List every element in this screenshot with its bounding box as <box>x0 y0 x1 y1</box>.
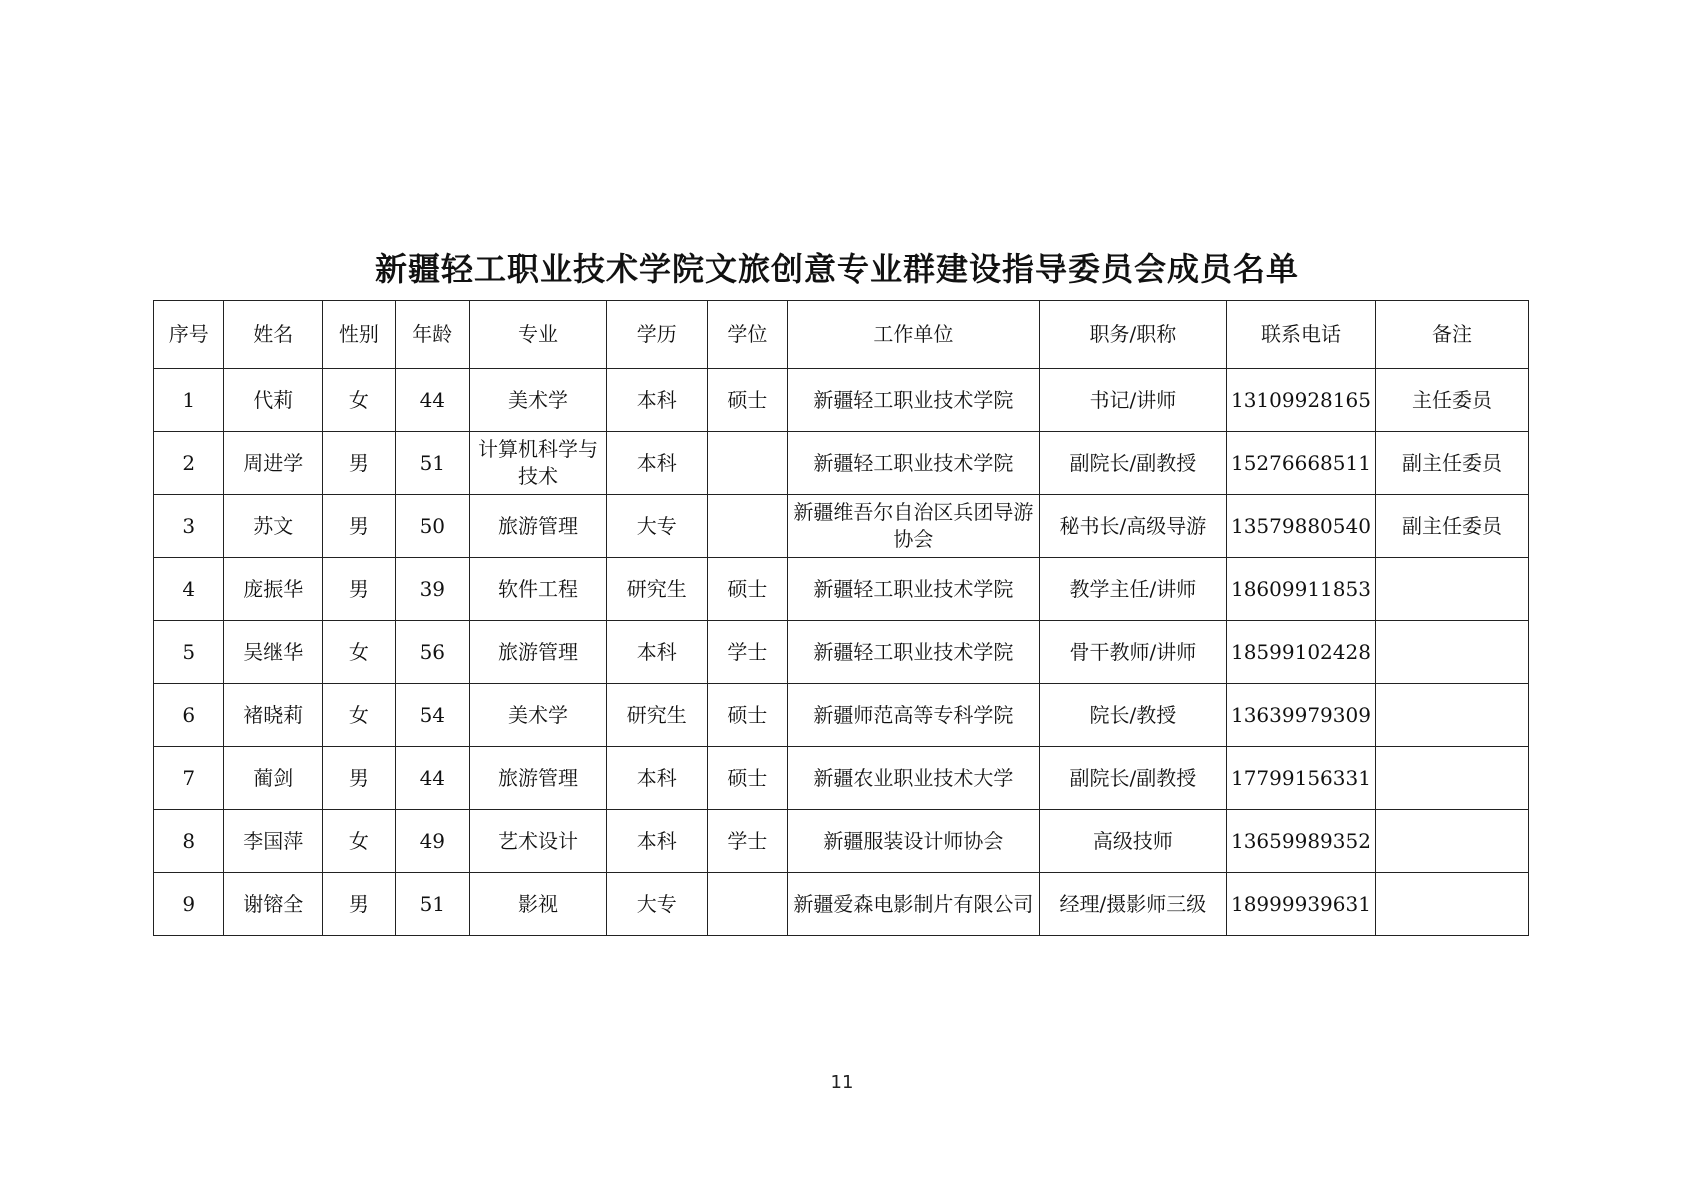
table-cell: 男 <box>323 873 395 936</box>
table-cell: 44 <box>395 747 469 810</box>
table-row <box>154 558 1529 621</box>
table-cell: 庞振华 <box>224 558 323 621</box>
table-cell: 主任委员 <box>1375 369 1528 432</box>
table-cell: 56 <box>395 621 469 684</box>
table-cell: 研究生 <box>606 558 707 621</box>
table-cell: 骨干教师/讲师 <box>1039 621 1226 684</box>
table-cell: 新疆轻工职业技术学院 <box>788 621 1040 684</box>
table-cell: 5 <box>154 621 224 684</box>
table-cell <box>707 432 788 495</box>
table-cell: 本科 <box>606 810 707 873</box>
member-roster-table <box>153 300 1529 936</box>
table-cell: 影视 <box>470 873 607 936</box>
column-header: 姓名 <box>224 301 323 369</box>
table-cell: 教学主任/讲师 <box>1039 558 1226 621</box>
table-cell: 1 <box>154 369 224 432</box>
table-cell: 周进学 <box>224 432 323 495</box>
table-cell: 18999939631 <box>1226 873 1375 936</box>
column-header: 学位 <box>707 301 788 369</box>
table-cell: 51 <box>395 432 469 495</box>
table-row <box>154 873 1529 936</box>
table-cell: 13659989352 <box>1226 810 1375 873</box>
column-header: 学历 <box>606 301 707 369</box>
table-cell: 13639979309 <box>1226 684 1375 747</box>
table-cell: 男 <box>323 747 395 810</box>
table-cell: 计算机科学与技术 <box>470 432 607 495</box>
table-cell: 13579880540 <box>1226 495 1375 558</box>
table-cell: 女 <box>323 369 395 432</box>
table-cell: 新疆轻工职业技术学院 <box>788 369 1040 432</box>
table-cell: 3 <box>154 495 224 558</box>
table-cell: 书记/讲师 <box>1039 369 1226 432</box>
column-header: 备注 <box>1375 301 1528 369</box>
table-cell: 8 <box>154 810 224 873</box>
column-header: 专业 <box>470 301 607 369</box>
header-row <box>154 301 1529 369</box>
table-cell: 6 <box>154 684 224 747</box>
table-cell: 学士 <box>707 621 788 684</box>
table-row <box>154 495 1529 558</box>
table-cell: 9 <box>154 873 224 936</box>
table-cell: 院长/教授 <box>1039 684 1226 747</box>
table-cell: 本科 <box>606 432 707 495</box>
table-cell: 54 <box>395 684 469 747</box>
table-cell <box>1375 810 1528 873</box>
table-cell: 2 <box>154 432 224 495</box>
table-cell: 15276668511 <box>1226 432 1375 495</box>
table-cell: 新疆爱森电影制片有限公司 <box>788 873 1040 936</box>
table-cell: 旅游管理 <box>470 621 607 684</box>
table-cell: 新疆师范高等专科学院 <box>788 684 1040 747</box>
table-cell <box>1375 558 1528 621</box>
table-cell: 高级技师 <box>1039 810 1226 873</box>
table-cell: 本科 <box>606 369 707 432</box>
table-cell: 女 <box>323 810 395 873</box>
table-cell: 艺术设计 <box>470 810 607 873</box>
column-header: 职务/职称 <box>1039 301 1226 369</box>
table-row <box>154 621 1529 684</box>
table-cell <box>1375 873 1528 936</box>
table-cell: 副主任委员 <box>1375 432 1528 495</box>
table-cell <box>1375 684 1528 747</box>
table-cell: 39 <box>395 558 469 621</box>
table-cell <box>1375 621 1528 684</box>
table-body <box>154 369 1529 936</box>
table-cell: 新疆农业职业技术大学 <box>788 747 1040 810</box>
table-cell: 17799156331 <box>1226 747 1375 810</box>
table-cell <box>707 495 788 558</box>
column-header: 年龄 <box>395 301 469 369</box>
table-cell: 研究生 <box>606 684 707 747</box>
table-cell: 旅游管理 <box>470 747 607 810</box>
column-header: 序号 <box>154 301 224 369</box>
table-cell: 谢镕全 <box>224 873 323 936</box>
table-cell: 本科 <box>606 747 707 810</box>
table-cell: 51 <box>395 873 469 936</box>
table-cell: 女 <box>323 684 395 747</box>
table-cell: 女 <box>323 621 395 684</box>
document-title: 新疆轻工职业技术学院文旅创意专业群建设指导委员会成员名单 <box>374 250 1299 288</box>
table-cell: 50 <box>395 495 469 558</box>
table-cell: 硕士 <box>707 684 788 747</box>
table-cell: 秘书长/高级导游 <box>1039 495 1226 558</box>
table-cell: 学士 <box>707 810 788 873</box>
table-row <box>154 747 1529 810</box>
table-cell: 吴继华 <box>224 621 323 684</box>
table-cell: 大专 <box>606 873 707 936</box>
table-cell: 软件工程 <box>470 558 607 621</box>
table-cell: 蔺剑 <box>224 747 323 810</box>
table-row <box>154 684 1529 747</box>
table-cell <box>707 873 788 936</box>
table-row <box>154 432 1529 495</box>
table-cell: 旅游管理 <box>470 495 607 558</box>
table-cell: 褚晓莉 <box>224 684 323 747</box>
table-cell: 新疆服装设计师协会 <box>788 810 1040 873</box>
table-cell: 美术学 <box>470 369 607 432</box>
table-cell: 男 <box>323 495 395 558</box>
column-header: 联系电话 <box>1226 301 1375 369</box>
table-cell: 副院长/副教授 <box>1039 747 1226 810</box>
table-cell: 7 <box>154 747 224 810</box>
table-header <box>154 301 1529 369</box>
table-cell <box>1375 747 1528 810</box>
table-cell: 李国萍 <box>224 810 323 873</box>
table-cell: 本科 <box>606 621 707 684</box>
table-cell: 大专 <box>606 495 707 558</box>
table-row <box>154 810 1529 873</box>
page-number: 11 <box>830 1072 854 1093</box>
table-cell: 硕士 <box>707 369 788 432</box>
table-cell: 4 <box>154 558 224 621</box>
table-cell: 副院长/副教授 <box>1039 432 1226 495</box>
table-cell: 44 <box>395 369 469 432</box>
table-cell: 副主任委员 <box>1375 495 1528 558</box>
table-cell: 美术学 <box>470 684 607 747</box>
table-cell: 18609911853 <box>1226 558 1375 621</box>
table-cell: 男 <box>323 558 395 621</box>
table-cell: 13109928165 <box>1226 369 1375 432</box>
table-cell: 硕士 <box>707 747 788 810</box>
table-cell: 18599102428 <box>1226 621 1375 684</box>
table-cell: 苏文 <box>224 495 323 558</box>
table-cell: 男 <box>323 432 395 495</box>
column-header: 工作单位 <box>788 301 1040 369</box>
table-cell: 49 <box>395 810 469 873</box>
table-cell: 新疆维吾尔自治区兵团导游协会 <box>788 495 1040 558</box>
column-header: 性别 <box>323 301 395 369</box>
table-row <box>154 369 1529 432</box>
table-cell: 新疆轻工职业技术学院 <box>788 558 1040 621</box>
table-cell: 硕士 <box>707 558 788 621</box>
table-cell: 经理/摄影师三级 <box>1039 873 1226 936</box>
table-cell: 新疆轻工职业技术学院 <box>788 432 1040 495</box>
table-cell: 代莉 <box>224 369 323 432</box>
